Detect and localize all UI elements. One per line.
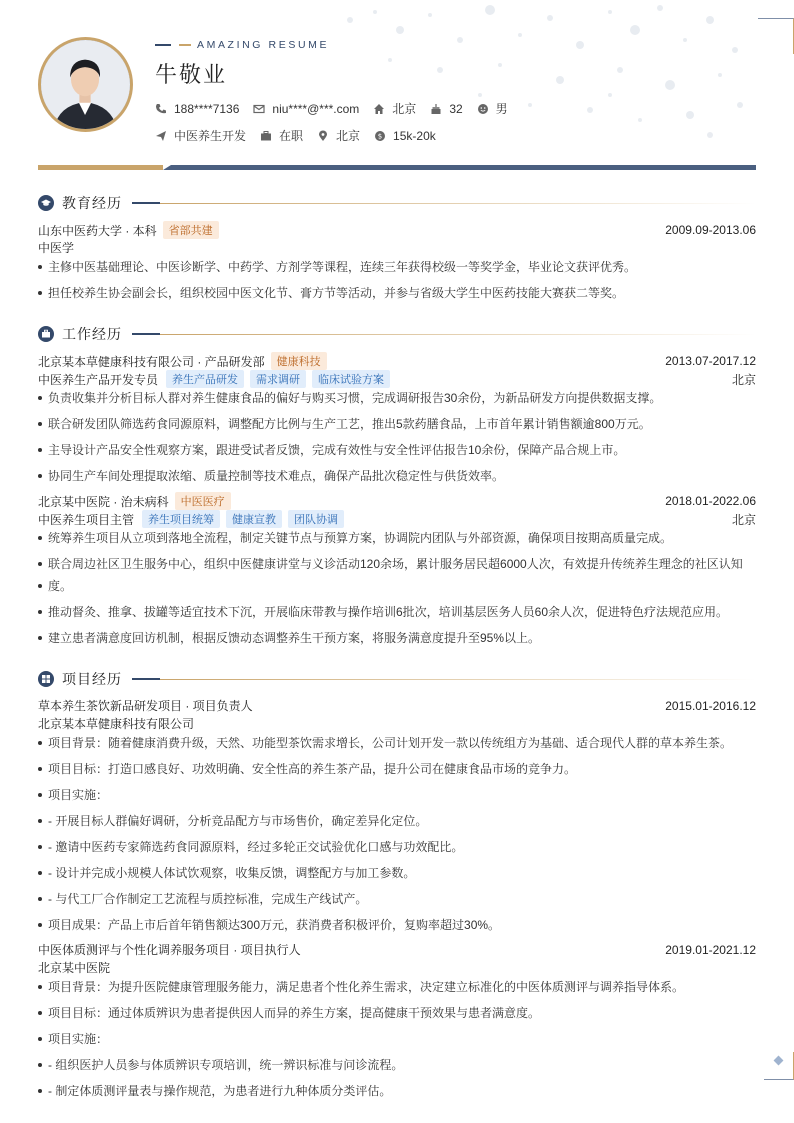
skill-tag: 养生产品研发 [166,370,244,388]
section-education-header [38,193,756,213]
job-city: 北京 [731,512,756,527]
position-item [155,127,246,144]
cake-icon [430,103,442,115]
job-bullet: 联合周边社区卫生服务中心，组织中医健康讲堂与义诊活动120余场，累计服务居民超6000人次，有效提升传统养生理念的社区认知 [38,553,756,575]
job-bullet-continued [38,575,756,597]
project-bullet: 项目成果：产品上市后首年销售额达300万元，获消费者积极评价，复购率超过30%。 [38,914,756,936]
phone-icon [155,103,167,115]
tagline-bar-navy [155,44,171,46]
corner-decoration-top [758,18,794,54]
major: 中医学 [38,241,75,255]
job-bullet: 统筹养生项目从立项到落地全流程，制定关键节点与预算方案，协调院内团队与外部资源，确保项目按期高质量完成。 [38,527,756,549]
project-bullet: 项目目标：通过体质辨识为患者提供因人而异的养生方案，提高健康干预效果与患者满意度。 [38,1002,756,1024]
section-line-gold [160,334,756,335]
briefcase-icon [38,326,54,342]
position-value: 中医养生开发 [174,129,247,143]
email-item [253,102,359,116]
pin-icon [317,130,329,142]
project-bullet: 项目实施： [38,784,756,806]
job-bullet: 主导设计产品安全性观察方案，跟进受试者反馈，完成有效性与安全性评估报告10余份，保障产品合规上市。 [38,439,756,461]
project-bullet: 项目背景：为提升医院健康管理服务能力，满足患者个性化养生需求，决定建立标准化的中医体质测评与调养指导体系。 [38,976,756,998]
skill-tag: 需求调研 [250,370,306,388]
job-role-row [38,510,756,528]
job-badge: 健康科技 [271,352,327,370]
svg-text:$: $ [377,132,383,141]
tagline-bar-gold [179,44,191,46]
phone-value: 188****7136 [174,101,240,116]
school-name: 山东中医药大学 · 本科 [38,223,157,238]
education-period: 2009.09-2013.06 [665,223,756,237]
contact-row [155,100,522,117]
job-city: 北京 [731,372,756,387]
job-company: 北京某本草健康科技有限公司 · 产品研发部 [38,354,265,369]
band-gold [38,165,163,170]
project-header-row [38,697,756,714]
job-bullet-continuation: 度。 [48,579,73,593]
job-role-row [38,370,756,388]
project-org-row [38,959,756,976]
project-bullet: - 与代工厂合作制定工艺流程与质控标准，完成生产线试产。 [38,888,756,910]
project-org-row [38,715,756,732]
location-value: 北京 [336,129,361,143]
education-header-row [38,221,756,239]
job-period: 2018.01-2022.06 [665,494,756,508]
section-title: 工作经历 [62,326,122,342]
age-value: 32 [449,101,463,116]
salary-value: 15k-20k [393,128,436,143]
job-bullet: 负责收集并分析目标人群对养生健康食品的偏好与购买习惯，完成调研报告30余份，为新品研发方向提供数据支撑。 [38,387,756,409]
avatar [38,37,133,132]
status-item [260,127,303,144]
smile-icon [477,103,489,115]
briefcase-icon [260,130,272,142]
section-work-header [38,324,756,344]
job-badge: 中医医疗 [175,492,231,510]
project-org: 北京某中医院 [38,961,111,975]
mail-icon [253,103,265,115]
email-value: niu****@***.com [272,101,360,116]
section-line-navy [132,202,160,204]
project-name: 草本养生茶饮新品研发项目 · 项目负责人 [38,699,253,713]
section-title: 项目经历 [62,671,122,687]
project-header-row [38,941,756,958]
job-header-row [38,352,756,370]
job-role: 中医养生产品开发专员 [38,372,159,387]
project-bullet: - 组织医护人员参与体质辨识专项培训，统一辨识标准与问诊流程。 [38,1054,756,1076]
gender-value: 男 [495,102,508,116]
coin-icon [374,130,386,142]
education-major-row [38,239,756,256]
education-bullet: 主修中医基础理论、中医诊断学、中药学、方剂学等课程，连续三年获得校级一等奖学金，毕业论文获评优秀。 [38,256,756,278]
intent-row [155,127,450,144]
job-company: 北京某中医院 · 治未病科 [38,494,169,509]
salary-item [374,129,436,143]
skill-tag: 健康宣教 [226,510,282,528]
job-bullet: 协同生产车间处理提取浓缩、质量控制等技术难点，确保产品批次稳定性与供货效率。 [38,465,756,487]
project-bullet: 项目目标：打造口感良好、功效明确、安全性高的养生茶产品，提升公司在健康食品市场的竞争力。 [38,758,756,780]
phone-item [155,102,239,116]
section-line-gold [160,203,756,204]
city-value: 北京 [392,102,417,116]
job-bullet: 推动督灸、推拿、拔罐等适宜技术下沉，开展临床带教与操作培训6批次，培训基层医务人员60余人次，促进特色疗法规范应用。 [38,601,756,623]
skill-tag: 团队协调 [288,510,344,528]
header-divider-band [38,165,756,170]
graduation-cap-icon [38,195,54,211]
education-bullet: 担任校养生协会副会长，组织校园中医文化节、膏方节等活动，并参与省级大学生中医药技能大赛获二等奖。 [38,282,756,304]
project-bullet: - 邀请中医药专家筛选药食同源原料，经过多轮正交试验优化口感与功效配比。 [38,836,756,858]
city-item [373,100,416,117]
skill-tag: 临床试验方案 [312,370,390,388]
candidate-name: 牛敬业 [155,62,228,87]
job-bullet: 联合研发团队筛选药食同源原料，调整配方比例与生产工艺，推出5款药膳食品，上市首年累计销售额逾800万元。 [38,413,756,435]
section-line-navy [132,333,160,335]
tagline-row [155,39,329,51]
job-role: 中医养生项目主管 [38,512,135,527]
project-org: 北京某本草健康科技有限公司 [38,717,195,731]
gender-item [477,100,508,117]
project-bullet: - 设计并完成小规模人体试饮观察，收集反馈，调整配方与加工参数。 [38,862,756,884]
project-bullet: 项目背景：随着健康消费升级，天然、功能型茶饮需求增长，公司计划开发一款以传统组方为基础、适合现代人群的草本养生茶。 [38,732,756,754]
project-period: 2019.01-2021.12 [665,942,756,957]
age-item [430,102,462,116]
band-navy [163,165,756,170]
job-bullet: 建立患者满意度回访机制，根据反馈动态调整养生干预方案，将服务满意度提升至95%以上。 [38,627,756,649]
project-bullet: 项目实施： [38,1028,756,1050]
school-badge: 省部共建 [163,221,219,239]
project-name: 中医体质测评与个性化调养服务项目 · 项目执行人 [38,943,301,957]
job-period: 2013.07-2017.12 [665,354,756,368]
section-line-gold [160,679,756,680]
skill-tag: 养生项目统筹 [142,510,220,528]
tagline: AMAZING RESUME [197,39,330,51]
send-icon [155,130,167,142]
job-header-row [38,492,756,510]
section-title: 教育经历 [62,195,122,211]
project-period: 2015.01-2016.12 [665,698,756,713]
home-icon [373,103,385,115]
project-bullet: - 开展目标人群偏好调研，分析竞品配方与市场售价，确定差异化定位。 [38,810,756,832]
status-value: 在职 [279,129,304,143]
grid-icon [38,671,54,687]
person-photo-icon [41,40,130,129]
project-bullet: - 制定体质测评量表与操作规范，为患者进行九种体质分类评估。 [38,1080,756,1102]
section-projects-header [38,669,756,689]
location-item [317,127,360,144]
section-line-navy [132,678,160,680]
